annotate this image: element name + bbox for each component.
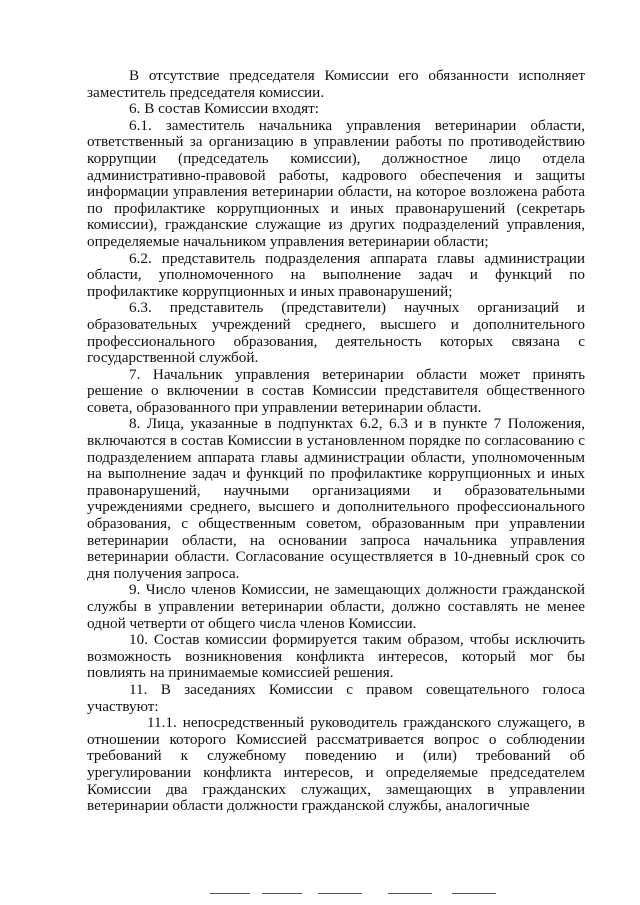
scan-mark	[318, 893, 362, 894]
paragraph-11: 11. В заседаниях Комиссии с правом совещательного голоса участвуют:	[87, 680, 585, 715]
scan-mark	[388, 893, 432, 894]
scan-mark	[210, 893, 250, 894]
paragraph-6-header: 6. В состав Комиссии входят:	[129, 100, 319, 118]
paragraph-6-2: 6.2. представитель подразделения аппарата главы администрации области, уполномоченного на выполнение задач и функций по профилактике коррупционных и иных правонарушений;	[87, 249, 585, 300]
paragraph-chair-absence: В отсутствие председателя Комиссии его обязанности исполняет заместитель председателя комиссии.	[87, 67, 585, 101]
paragraph-9: 9. Число членов Комиссии, не замещающих должности гражданской службы в управлении ветеринарии области, должно составлять не менее одной четверти от общего числа членов Комиссии.	[87, 581, 585, 632]
paragraph-6-1: 6.1. заместитель начальника управления ветеринарии области, ответственный за организацию в управлении работы по противодействию коррупции (председатель комиссии), должностное лицо отдела административно-правовой работы, кадрового обеспечения и защиты информации управления ветеринарии области, на которое возложена работа по профилактике коррупционных и иных правонарушений (секретарь комиссии), гражданские служащие из других подразделений управления, определяемые начальником управления ветеринарии области;	[87, 116, 585, 250]
scan-mark	[262, 893, 302, 894]
paragraph-11-1: 11.1. непосредственный руководитель гражданского служащего, в отношении которого Комиссией рассматривается вопрос о соблюдении требований к служебному поведению и (или) требований об урегулировании конфликта интересов, и определяемые председателем Комиссии два гражданских служащих, замещающих в управлении ветеринарии области должности гражданской службы, аналогичные	[87, 714, 585, 815]
paragraph-10: 10. Состав комиссии формируется таким образом, чтобы исключить возможность возникновения конфликта интересов, который мог бы повлиять на принимаемые комиссией решения.	[87, 631, 585, 682]
scan-mark	[452, 893, 496, 894]
paragraph-6-3: 6.3. представитель (представители) научных организаций и образовательных учреждений среднего, высшего и дополнительного профессионального образования, деятельность которых связана с государственной службой.	[87, 299, 585, 367]
paragraph-8: 8. Лица, указанные в подпунктах 6.2, 6.3 и в пункте 7 Положения, включаются в состав Комиссии в установленном порядке по согласованию с подразделением аппарата главы администрации области, уполномоченным на выполнение задач и функций по профилактике коррупционных и иных правонарушений, научными организациями и образовательными учреждениями среднего, высшего и дополнительного профессионального образования, с общественным советом, образованным при управлении ветеринарии области, на основании запроса начальника управления ветеринарии области. Согласование осуществляется в 10-дневный срок со дня получения запроса.	[87, 415, 585, 582]
document-page	[87, 68, 585, 815]
page-bottom-scan-marks	[0, 893, 640, 895]
paragraph-7: 7. Начальник управления ветеринарии области может принять решение о включении в состав Комиссии представителя общественного совета, образованного при управлении ветеринарии области.	[87, 365, 585, 416]
